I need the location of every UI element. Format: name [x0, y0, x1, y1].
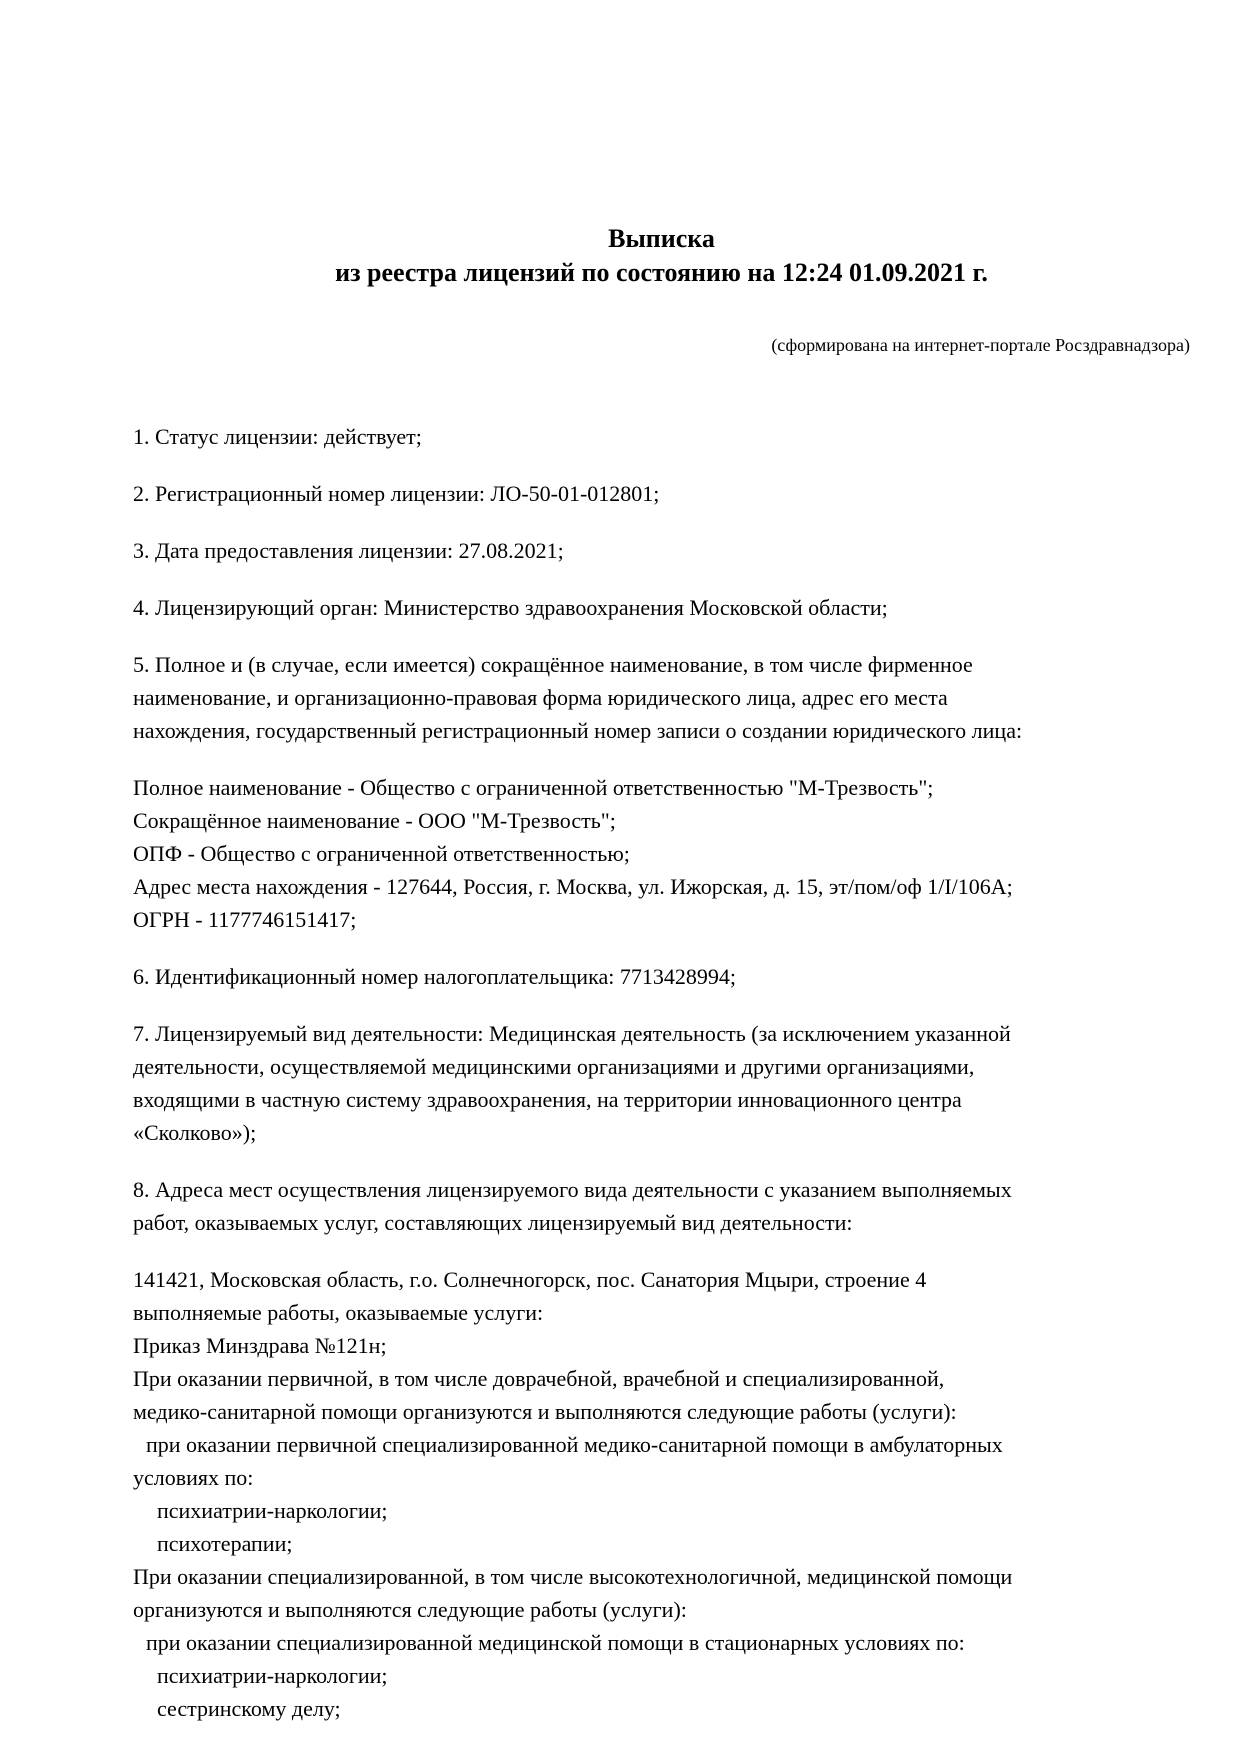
activity-type-line: «Сколково»); [133, 1120, 257, 1145]
license-reg-number-line: 2. Регистрационный номер лицензии: ЛО-50-01-012801; [133, 481, 660, 506]
works-services-line: психотерапии; [157, 1531, 293, 1556]
activity-addresses-intro [133, 1173, 1190, 1239]
org-names-intro-line: нахождения, государственный регистрационный номер записи о создании юридического лица: [133, 718, 1023, 743]
works-services-line: сестринскому делу; [157, 1696, 341, 1721]
works-services-line: При оказании первичной, в том числе доврачебной, врачебной и специализированной, [133, 1366, 945, 1391]
works-services-line: При оказании специализированной, в том числе высокотехнологичной, медицинской помощи [133, 1564, 1013, 1589]
works-services-line: при оказании специализированной медицинской помощи в стационарных условиях по: [146, 1630, 965, 1655]
license-grant-date [133, 534, 1190, 567]
works-services-line: организуются и выполняются следующие работы (услуги): [133, 1597, 687, 1622]
license-grant-date-line: 3. Дата предоставления лицензии: 27.08.2021; [133, 538, 564, 563]
org-names-intro-line: наименование, и организационно-правовая форма юридического лица, адрес его места [133, 685, 948, 710]
license-status [133, 420, 1190, 453]
activity-type [133, 1017, 1190, 1149]
licensing-authority-line: 4. Лицензирующий орган: Министерство здравоохранения Московской области; [133, 595, 888, 620]
activity-addresses-intro-line: работ, оказываемых услуг, составляющих лицензируемый вид деятельности: [133, 1210, 853, 1235]
works-address-line: 141421, Московская область, г.о. Солнечногорск, пос. Санатория Мцыри, строение 4 [133, 1267, 927, 1292]
taxpayer-inn [133, 960, 1190, 993]
org-short-name-line: Сокращённое наименование - ООО "М-Трезвость"; [133, 808, 616, 833]
activity-type-line: деятельности, осуществляемой медицинскими организациями и другими организациями, [133, 1054, 975, 1079]
document-body [133, 420, 1190, 1725]
works-services-line: выполняемые работы, оказываемые услуги: [133, 1300, 544, 1325]
org-address-line: Адрес места нахождения - 127644, Россия, г. Москва, ул. Ижорская, д. 15, эт/пом/оф 1/I/106А; [133, 874, 1013, 899]
works-services-line: при оказании первичной специализированной медико-санитарной помощи в амбулаторных [146, 1432, 1003, 1457]
license-reg-number [133, 477, 1190, 510]
works-services-line: психиатрии-наркологии; [157, 1498, 388, 1523]
taxpayer-inn-line: 6. Идентификационный номер налогоплательщика: 7713428994; [133, 964, 736, 989]
activity-type-line: входящими в частную систему здравоохранения, на территории инновационного центра [133, 1087, 962, 1112]
works-services-line: психиатрии-наркологии; [157, 1663, 388, 1688]
license-status-line: 1. Статус лицензии: действует; [133, 424, 422, 449]
org-details [133, 771, 1190, 936]
org-full-name-line: Полное наименование - Общество с ограниченной ответственностью "М-Трезвость"; [133, 775, 934, 800]
org-names-intro [133, 648, 1190, 747]
works-services-line: медико-санитарной помощи организуются и выполняются следующие работы (услуги): [133, 1399, 957, 1424]
works-services [133, 1263, 1190, 1725]
formed-note: (сформирована на интернет-портале Росздравнадзора) [771, 335, 1190, 355]
activity-type-line: 7. Лицензируемый вид деятельности: Медицинская деятельность (за исключением указанной [133, 1021, 1011, 1046]
document-title-line-1: Выписка [608, 224, 715, 253]
document-title [133, 222, 1190, 290]
document-title-line-2: из реестра лицензий по состоянию на 12:24 01.09.2021 г. [335, 258, 988, 287]
works-services-line: условиях по: [133, 1465, 254, 1490]
activity-addresses-intro-line: 8. Адреса мест осуществления лицензируемого вида деятельности с указанием выполняемых [133, 1177, 1012, 1202]
works-services-line: Приказ Минздрава №121н; [133, 1333, 387, 1358]
org-ogrn-line: ОГРН - 1177746151417; [133, 907, 357, 932]
org-opf-line: ОПФ - Общество с ограниченной ответственностью; [133, 841, 630, 866]
org-names-intro-line: 5. Полное и (в случае, если имеется) сокращённое наименование, в том числе фирменное [133, 652, 973, 677]
licensing-authority [133, 591, 1190, 624]
